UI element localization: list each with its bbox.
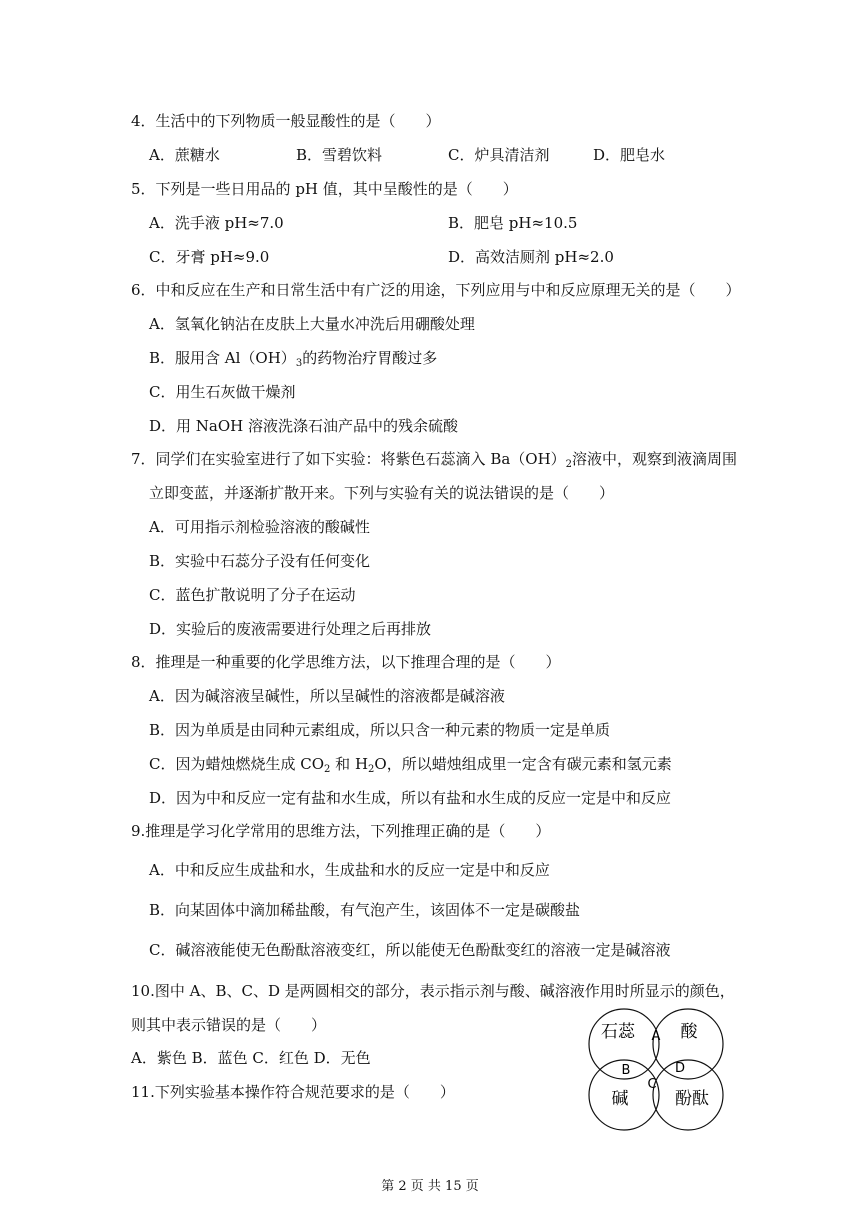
q7-option-c: C．蓝色扩散说明了分子在运动 <box>149 586 356 604</box>
q11-stem: 11.下列实验基本操作符合规范要求的是（ ） <box>131 1083 455 1101</box>
venn-region-a: A <box>651 1029 661 1044</box>
venn-region-d: D <box>674 1061 686 1076</box>
q10-stem-line2: 则其中表示错误的是（ ） <box>131 1016 327 1034</box>
venn-label-base: 碱 <box>611 1089 629 1109</box>
q5-option-b: B．肥皂 pH≈10.5 <box>448 214 578 232</box>
q4-option-b: B．雪碧饮料 <box>296 146 383 164</box>
q6-option-b-pre: B．服用含 Al（OH） <box>149 349 296 367</box>
q8-option-c-sub2: 2 <box>368 764 375 775</box>
q4-stem: 4．生活中的下列物质一般显酸性的是（ ） <box>131 112 441 130</box>
q6-stem: 6．中和反应在生产和日常生活中有广泛的用途，下列应用与中和反应原理无关的是（ ） <box>131 281 741 299</box>
q8-option-c-pre: C．因为蜡烛燃烧生成 CO <box>149 755 325 773</box>
q7-stem-sub: 2 <box>565 459 573 470</box>
q8-option-c <box>149 754 672 774</box>
q9-option-c: C．碱溶液能使无色酚酞溶液变红，所以能使无色酚酞变红的溶液一定是碱溶液 <box>149 941 671 959</box>
q7-stem-line2: 立即变蓝，并逐渐扩散开来。下列与实验有关的说法错误的是（ ） <box>149 484 615 502</box>
q9-stem: 9.推理是学习化学常用的思维方法，下列推理正确的是（ ） <box>131 822 551 840</box>
q4-option-a: A．蔗糖水 <box>149 146 220 164</box>
venn-region-c: C <box>647 1077 657 1092</box>
q6-option-d: D．用 NaOH 溶液洗涤石油产品中的残余硫酸 <box>149 417 459 435</box>
q7-stem-post: 溶液中，观察到液滴周围 <box>572 450 738 468</box>
venn-diagram <box>584 1008 724 1133</box>
q5-stem: 5．下列是一些日用品的 pH 值，其中呈酸性的是（ ） <box>131 180 518 198</box>
q10-options: A．紫色 B．蓝色 C．红色 D．无色 <box>131 1049 371 1067</box>
q6-option-b <box>149 348 437 368</box>
q5-option-c: C．牙膏 pH≈9.0 <box>149 248 270 266</box>
q7-option-d: D．实验后的废液需要进行处理之后再排放 <box>149 620 432 638</box>
page-footer: 第 2 页 共 15 页 <box>381 1179 479 1194</box>
q10-stem-line1: 10.图中 A、B、C、D 是两圆相交的部分，表示指示剂与酸、碱溶液作用时所显示的颜色， <box>131 982 735 1000</box>
q6-option-c: C．用生石灰做干燥剂 <box>149 383 296 401</box>
q6-option-b-post: 的药物治疗胃酸过多 <box>302 349 438 367</box>
q7-stem-pre: 7．同学们在实验室进行了如下实验：将紫色石蕊滴入 Ba（OH） <box>131 450 566 468</box>
q8-option-b: B．因为单质是由同种元素组成，所以只含一种元素的物质一定是单质 <box>149 721 611 739</box>
venn-region-b: B <box>621 1063 631 1078</box>
venn-label-phenolphthalein: 酚酞 <box>675 1089 709 1109</box>
q6-option-a: A．氢氧化钠沾在皮肤上大量水冲洗后用硼酸处理 <box>149 315 475 333</box>
venn-label-litmus: 石蕊 <box>601 1022 635 1042</box>
q8-option-c-mid: 和 H <box>330 755 369 773</box>
q8-stem: 8．推理是一种重要的化学思维方法，以下推理合理的是（ ） <box>131 653 561 671</box>
q6-option-b-sub: 3 <box>295 358 303 369</box>
q8-option-c-post: O，所以蜡烛组成里一定含有碳元素和氢元素 <box>374 755 672 773</box>
q4-option-d: D．肥皂水 <box>593 146 666 164</box>
q5-option-d: D．高效洁厕剂 pH≈2.0 <box>448 248 614 266</box>
q9-option-b: B．向某固体中滴加稀盐酸，有气泡产生，该固体不一定是碳酸盐 <box>149 901 581 919</box>
q4-option-c: C．炉具清洁剂 <box>448 146 550 164</box>
q7-option-a: A．可用指示剂检验溶液的酸碱性 <box>149 518 370 536</box>
q9-option-a: A．中和反应生成盐和水，生成盐和水的反应一定是中和反应 <box>149 861 550 879</box>
venn-circle-acid <box>653 1009 723 1079</box>
q8-option-d: D．因为中和反应一定有盐和水生成，所以有盐和水生成的反应一定是中和反应 <box>149 789 672 807</box>
q7-stem-line1 <box>131 449 737 469</box>
q7-option-b: B．实验中石蕊分子没有任何变化 <box>149 552 371 570</box>
q8-option-c-sub1: 2 <box>324 764 331 775</box>
q8-option-a: A．因为碱溶液呈碱性，所以呈碱性的溶液都是碱溶液 <box>149 687 505 705</box>
venn-label-acid: 酸 <box>680 1022 698 1042</box>
q5-option-a: A．洗手液 pH≈7.0 <box>149 214 284 232</box>
